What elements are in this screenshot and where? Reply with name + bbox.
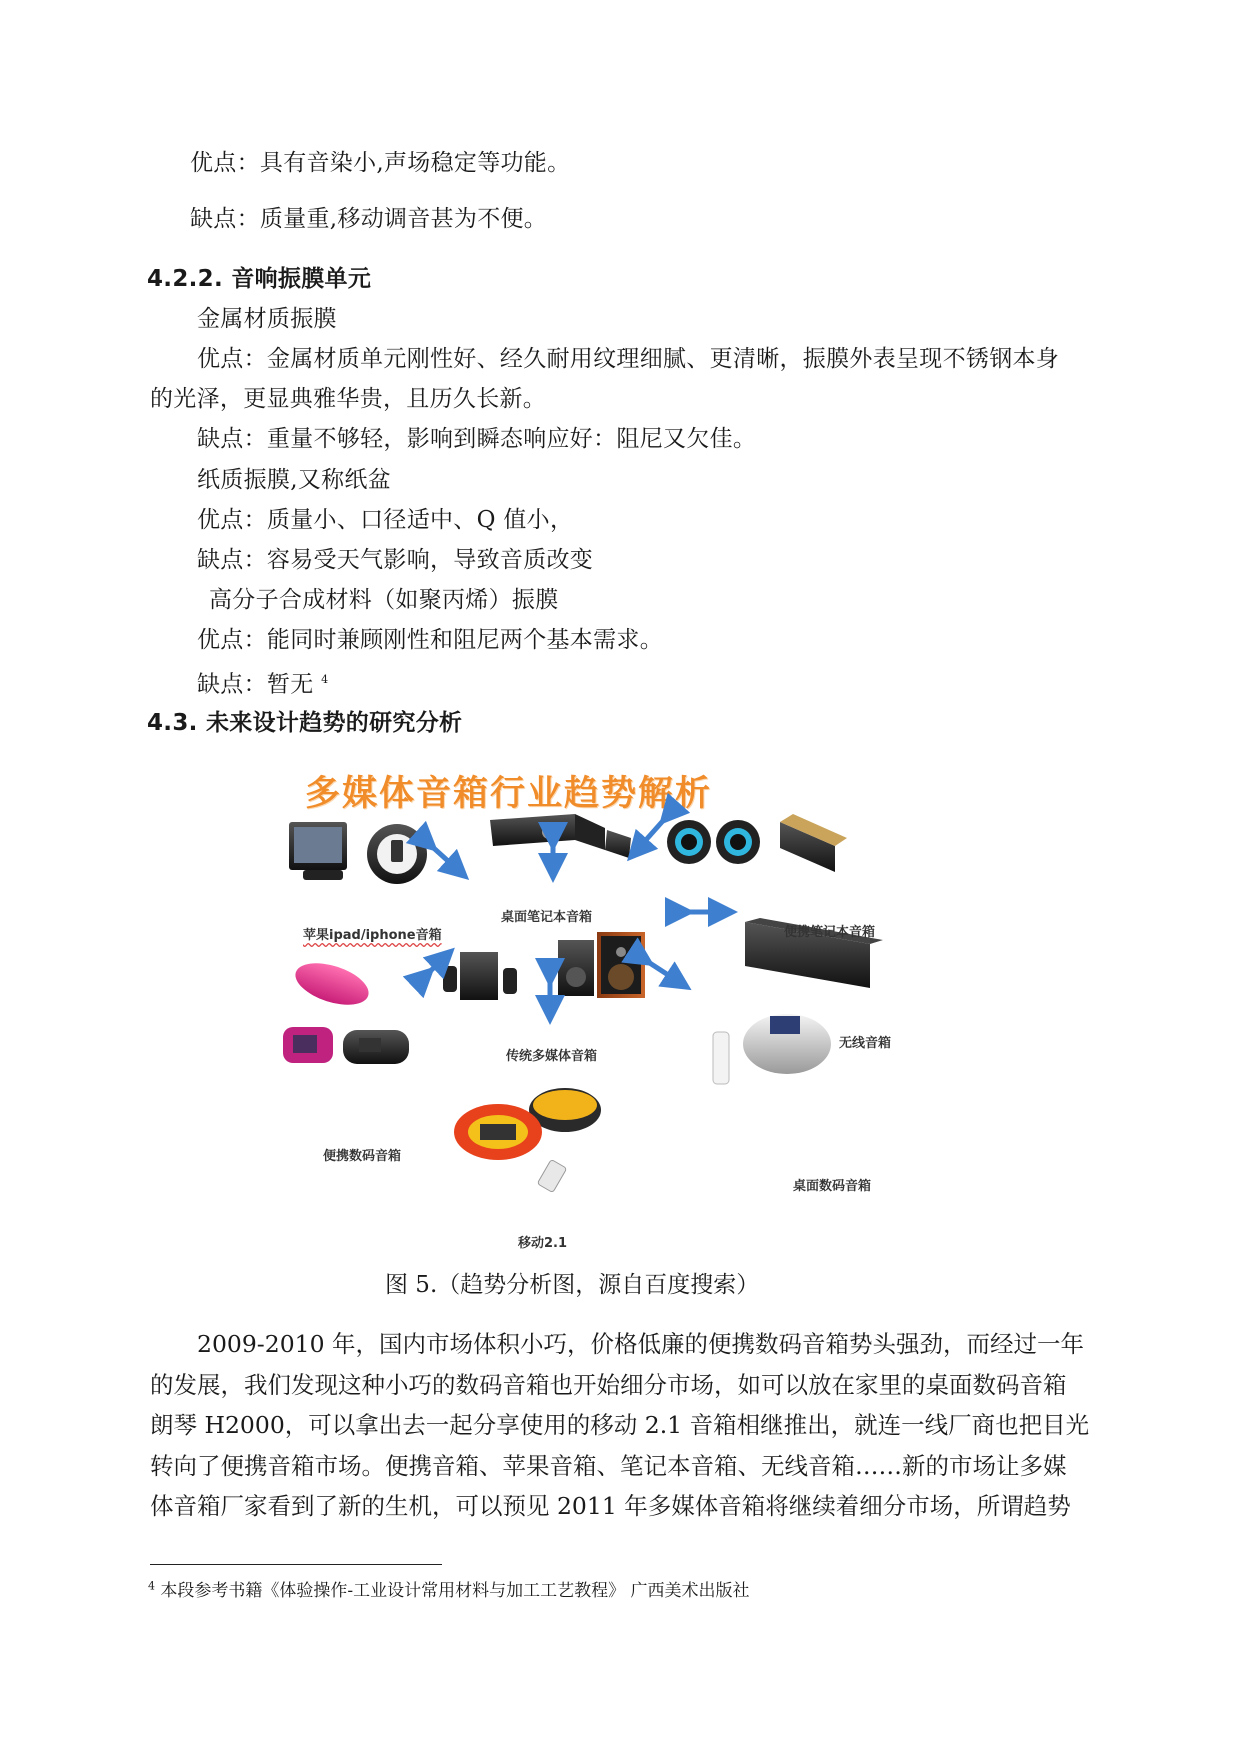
polymer-pros-line: 优点：能同时兼顾刚性和阻尼两个基本需求。 (197, 627, 663, 653)
metal-diaphragm-title: 金属材质振膜 (197, 306, 337, 332)
label-mobile-21-speaker: 移动2.1 (518, 1236, 568, 1251)
paragraph-line: 朗琴 H2000，可以拿出去一起分享使用的移动 2.1 音箱相继推出，就连一线厂商也把目光 (150, 1411, 1090, 1440)
label-traditional-speaker: 传统多媒体音箱 (506, 1049, 598, 1064)
desktop-digital-speaker-image (713, 1014, 831, 1084)
arrow-portable-notebook-traditional (637, 814, 669, 850)
desktop-notebook-speaker-image (490, 814, 631, 858)
paper-pros-line: 优点：质量小、口径适中、Q 值小， (197, 507, 574, 533)
footnote-divider (150, 1564, 442, 1565)
paragraph-line: 转向了便携音箱市场。便携音箱、苹果音箱、笔记本音箱、无线音箱……新的市场让多媒 (150, 1451, 1067, 1480)
traditional-speaker-image (443, 932, 645, 1000)
body-paragraph (150, 1324, 1128, 1527)
label-apple-speaker: 苹果ipad/iphone音箱 (303, 928, 442, 943)
footnote-text: 本段参考书籍《体验操作-工业设计常用材料与加工工艺教程》 广西美术出版社 (160, 1581, 750, 1601)
footnote-reference: 4 (321, 673, 329, 686)
footnote-number: 4 (148, 1579, 155, 1593)
portable-notebook-speaker-image (667, 814, 847, 872)
trend-analysis-figure (275, 762, 975, 1262)
arrow-portable-digital-traditional (424, 958, 444, 977)
label-desktop-digital-speaker: 桌面数码音箱 (793, 1179, 872, 1194)
figure-title: 多媒体音箱行业趋势解析 (305, 774, 713, 814)
iphone-speaker-image (367, 824, 427, 884)
paragraph-line: 2009-2010 年，国内市场体积小巧，价格低廉的便携数码音箱势头强劲，而经过一年 (197, 1330, 1085, 1358)
portable-digital-speaker-image (283, 955, 409, 1064)
footnote (148, 1576, 750, 1601)
figure-caption: 图 5.（趋势分析图，源自百度搜索） (385, 1272, 760, 1298)
metal-pros-line-2: 的光泽，更显典雅华贵，且历久长新。 (150, 386, 547, 412)
section-heading-4-2-2: 4.2.2. 音响振膜单元 (147, 266, 372, 292)
ipad-speaker-image (289, 822, 347, 880)
section-heading-4-3: 4.3. 未来设计趋势的研究分析 (147, 710, 463, 736)
paragraph-line: 体音箱厂家看到了新的生机，可以预见 2011 年多媒体音箱将继续着细分市场，所谓趋势 (150, 1492, 1071, 1521)
cons-line: 缺点：质量重,移动调音甚为不便。 (190, 206, 548, 232)
polymer-cons-line (197, 665, 328, 700)
label-portable-notebook-speaker: 便携笔记本音箱 (784, 925, 876, 940)
polymer-cons-text: 缺点：暂无 (197, 671, 314, 698)
paper-cons-line: 缺点：容易受天气影响，导致音质改变 (197, 547, 594, 573)
paper-diaphragm-title: 纸质振膜,又称纸盆 (197, 467, 392, 493)
label-wireless-speaker: 无线音箱 (839, 1036, 892, 1051)
label-portable-digital-speaker: 便携数码音箱 (323, 1149, 402, 1164)
pros-line: 优点：具有音染小,声场稳定等功能。 (190, 150, 571, 176)
mobile-21-speaker-image (454, 1088, 601, 1193)
metal-cons-line: 缺点：重量不够轻，影响到瞬态响应好：阻尼又欠佳。 (197, 426, 757, 452)
polymer-diaphragm-title: 高分子合成材料（如聚丙烯）振膜 (209, 587, 559, 613)
paragraph-line: 的发展，我们发现这种小巧的数码音箱也开始细分市场，如可以放在家里的桌面数码音箱 (150, 1370, 1067, 1399)
metal-pros-line-1: 优点：金属材质单元刚性好、经久耐用纹理细腻、更清晰，振膜外表呈现不锈钢本身 (197, 346, 1060, 372)
arrow-desktop-digital-traditional (642, 958, 679, 982)
label-desktop-notebook-speaker: 桌面笔记本音箱 (501, 910, 593, 925)
arrow-apple-traditional (427, 842, 458, 870)
